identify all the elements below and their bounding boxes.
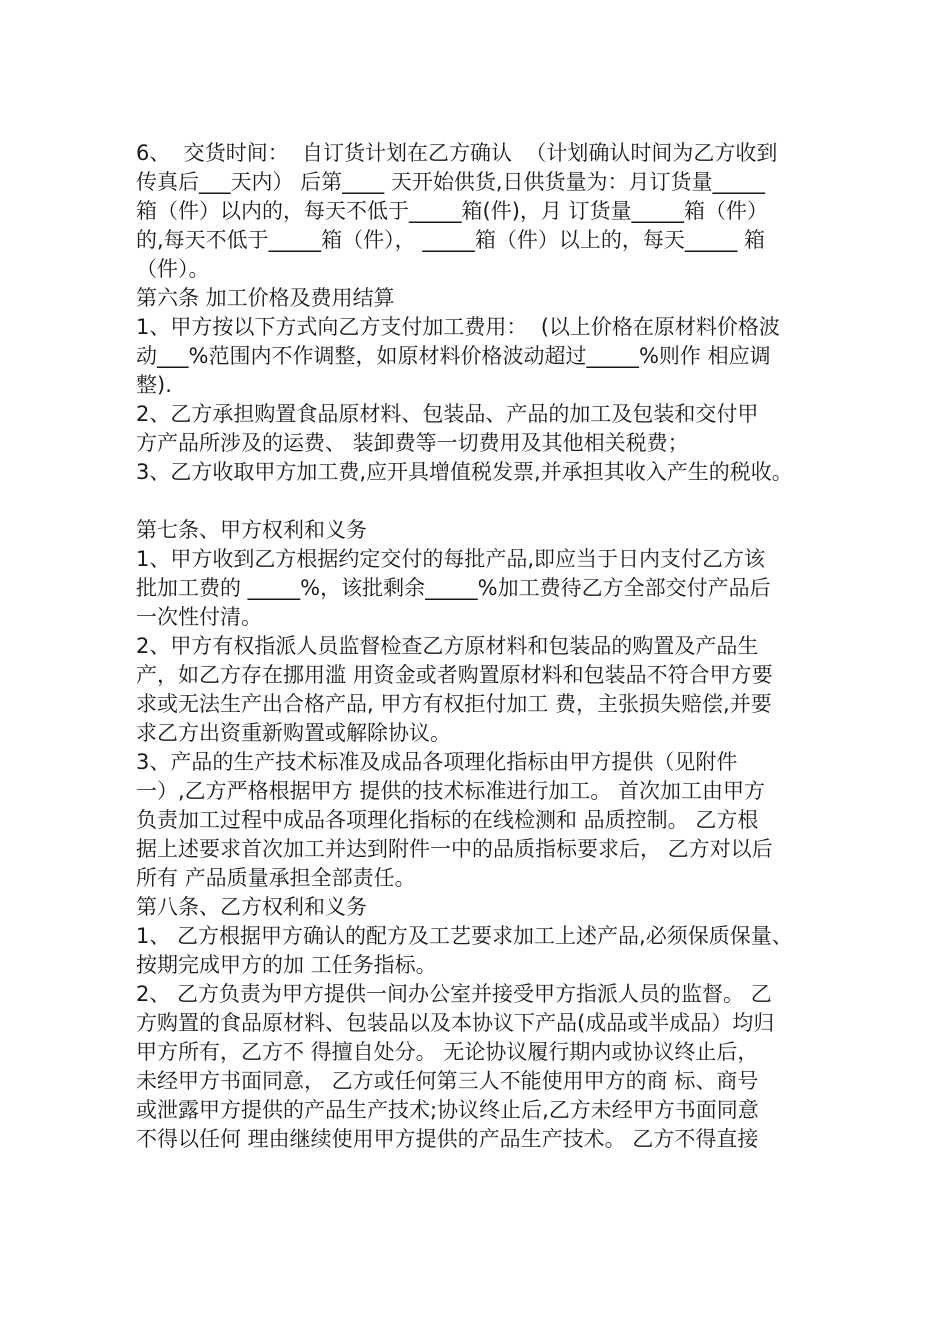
text-line: 未经甲方书面同意， 乙方或任何第三人不能使用甲方的商 标、商号 (136, 1069, 759, 1093)
section-heading: 第八条、乙方权利和义务 (136, 895, 367, 919)
text-line: 1、甲方按以下方式向乙方支付加工费用： (以上价格在原材料价格波 (136, 315, 780, 339)
text-line: （件）。 (136, 257, 210, 281)
text-line: 方产品所涉及的运费、 装卸费等一切费用及其他相关税费； (136, 431, 689, 455)
text-line: 产，如乙方存在挪用滥 用资金或者购置原材料和包装品不符合甲方要 (136, 663, 773, 687)
text-line: 甲方所有，乙方不 得擅自处分。 无论协议履行期内或协议终止后， (136, 1040, 759, 1064)
text-line: 据上述要求首次加工并达到附件一中的品质指标要求后， 乙方对以后 (136, 837, 773, 861)
text-line: 2、乙方承担购置食品原材料、包装品、产品的加工及包装和交付甲 (136, 402, 759, 426)
text-line: 2、 乙方负责为甲方提供一间办公室并接受甲方指派人员的监督。 乙 (136, 982, 772, 1006)
text-line: 3、乙方收取甲方加工费,应开具增值税发票,并承担其收入产生的税收。 (136, 460, 793, 484)
text-line: 方购置的食品原材料、包装品以及本协议下产品(成品或半成品）均归 (136, 1011, 775, 1035)
text-line: 箱（件）以内的，每天不低于_____箱(件)，月 订货量_____箱（件） (136, 199, 769, 223)
blank-line (136, 487, 826, 516)
text-line: 按期完成甲方的加 工任务指标。 (136, 953, 437, 977)
text-line: 批加工费的 _____%，该批剩余_____%加工费待乙方全部交付产品后 (136, 576, 771, 600)
text-line: 传真后___天内） 后第____ 天开始供货,日供货量为：月订货量_____ (136, 170, 766, 194)
text-line: 求或无法生产出合格产品, 甲方有权拒付加工 费，主张损失赔偿,并要 (136, 692, 772, 716)
text-line: 一次性付清。 (136, 605, 262, 629)
text-line: 不得以任何 理由继续使用甲方提供的产品生产技术。 乙方不得直接 (136, 1127, 759, 1151)
section-heading: 第六条 加工价格及费用结算 (136, 286, 395, 310)
text-line: 所有 产品质量承担全部责任。 (136, 866, 416, 890)
text-line: 的,每天不低于_____箱（件）， _____箱（件）以上的，每天_____ 箱 (136, 228, 766, 252)
text-line: 一）,乙方严格根据甲方 提供的技术标准进行加工。 首次加工由甲方 (136, 779, 766, 803)
text-line: 求乙方出资重新购置或解除协议。 (136, 721, 451, 745)
section-heading: 第七条、甲方权利和义务 (136, 518, 367, 542)
text-line: 3、产品的生产技术标准及成品各项理化指标由甲方提供（见附件 (136, 750, 738, 774)
text-line: 整). (136, 373, 172, 397)
text-line: 1、甲方收到乙方根据约定交付的每批产品,即应当于日内支付乙方该 (136, 547, 766, 571)
text-line: 2、甲方有权指派人员监督检查乙方原材料和包装品的购置及产品生 (136, 634, 759, 658)
text-line: 负责加工过程中成品各项理化指标的在线检测和 品质控制。 乙方根 (136, 808, 759, 832)
text-line: 动___%范围内不作调整，如原材料价格波动超过_____%则作 相应调 (136, 344, 771, 368)
contract-text (136, 139, 826, 1154)
text-line: 或泄露甲方提供的产品生产技术;协议终止后,乙方未经甲方书面同意 (136, 1098, 759, 1122)
text-line: 6、 交货时间： 自订货计划在乙方确认 （计划确认时间为乙方收到 (136, 141, 778, 165)
text-line: 1、 乙方根据甲方确认的配方及工艺要求加工上述产品,必须保质保量、 (136, 924, 793, 948)
